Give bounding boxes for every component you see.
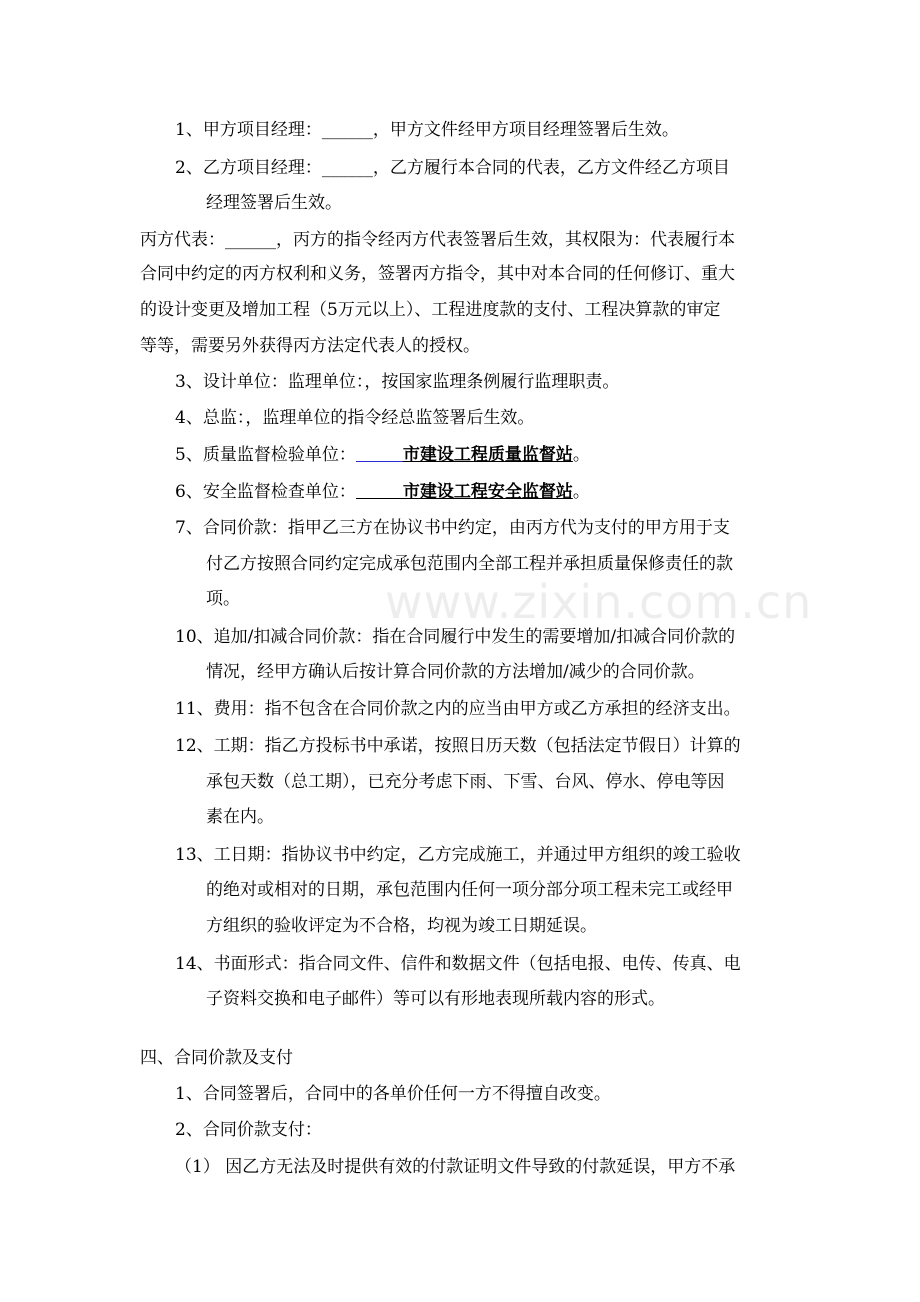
watermark: www.zixin.com.cn <box>385 575 813 629</box>
clause-2-line-2: 经理签署后生效。 <box>206 193 342 213</box>
clause-13-line-2: 的绝对或相对的日期，承包范围内任何一项分部分项工程未完工或经甲 <box>206 880 733 900</box>
clause-5-label: 5、质量监督检验单位： <box>175 445 356 465</box>
blank-underline <box>356 481 403 499</box>
clause-4-line: 4、总监：，监理单位的指令经总监签署后生效。 <box>175 408 535 428</box>
party-c-line-3: 的设计变更及增加工程（5万元以上）、工程进度款的支付、工程决算款的审定 <box>140 300 721 320</box>
clause-14-line-1: 14、书面形式：指合同文件、信件和数据文件（包括电报、电传、传真、电 <box>175 954 741 974</box>
party-c-line-4: 等等，需要另外获得丙方法定代表人的授权。 <box>140 336 480 356</box>
party-c-line-2: 合同中约定的丙方权利和义务，签署丙方指令，其中对本合同的任何修订、重大 <box>140 264 735 284</box>
blank-underline <box>356 444 403 462</box>
clause-2-line-1: 2、乙方项目经理：______，乙方履行本合同的代表，乙方文件经乙方项目 <box>175 158 730 178</box>
section-4-heading: 四、合同价款及支付 <box>140 1048 293 1068</box>
clause-14-line-2: 子资料交换和电子邮件）等可以有形地表现所载内容的形式。 <box>206 989 665 1009</box>
clause-1-line: 1、甲方项目经理：______，甲方文件经甲方项目经理签署后生效。 <box>175 120 679 140</box>
clause-12-line-3: 素在内。 <box>206 807 274 827</box>
clause-12-line-1: 12、工期：指乙方投标书中承诺，按照日历天数（包括法定节假日）计算的 <box>175 736 741 756</box>
clause-5-end: 。 <box>572 445 590 465</box>
clause-3-line: 3、设计单位：监理单位：，按国家监理条例履行监理职责。 <box>175 372 620 392</box>
payment-item-2: 2、合同价款支付： <box>175 1120 322 1140</box>
clause-6-label: 6、安全监督检查单位： <box>175 482 356 502</box>
clause-12-line-2: 承包天数（总工期），已充分考虑下雨、下雪、台风、停水、停电等因 <box>206 772 725 792</box>
clause-5-line <box>175 443 590 467</box>
payment-item-2-1: （1） 因乙方无法及时提供有效的付款证明文件导致的付款延误，甲方不承 <box>175 1157 736 1177</box>
safety-station-name: 市建设工程安全监督站 <box>402 482 573 502</box>
clause-7-line-1: 7、合同价款：指甲乙三方在协议书中约定，由丙方代为支付的甲方用于支 <box>175 518 730 538</box>
party-c-line-1: 丙方代表：______，丙方的指令经丙方代表签署后生效，其权限为：代表履行本 <box>140 230 735 250</box>
clause-7-line-3: 项。 <box>206 589 240 609</box>
clause-6-end: 。 <box>572 482 590 502</box>
quality-station-name: 市建设工程质量监督站 <box>402 445 573 465</box>
payment-item-1: 1、合同签署后，合同中的各单价任何一方不得擅自改变。 <box>175 1084 611 1104</box>
clause-13-line-1: 13、工日期：指协议书中约定，乙方完成施工，并通过甲方组织的竣工验收 <box>175 845 741 865</box>
clause-6-line <box>175 480 590 504</box>
clause-11-line: 11、费用：指不包含在合同价款之内的应当由甲方或乙方承担的经济支出。 <box>175 699 741 719</box>
clause-10-line-1: 10、追加/扣减合同价款：指在合同履行中发生的需要增加/扣减合同价款的 <box>175 627 736 647</box>
clause-10-line-2: 情况，经甲方确认后按计算合同价款的方法增加/减少的合同价款。 <box>206 662 705 682</box>
clause-13-line-3: 方组织的验收评定为不合格，均视为竣工日期延误。 <box>206 916 597 936</box>
clause-7-line-2: 付乙方按照合同约定完成承包范围内全部工程并承担质量保修责任的款 <box>206 554 733 574</box>
